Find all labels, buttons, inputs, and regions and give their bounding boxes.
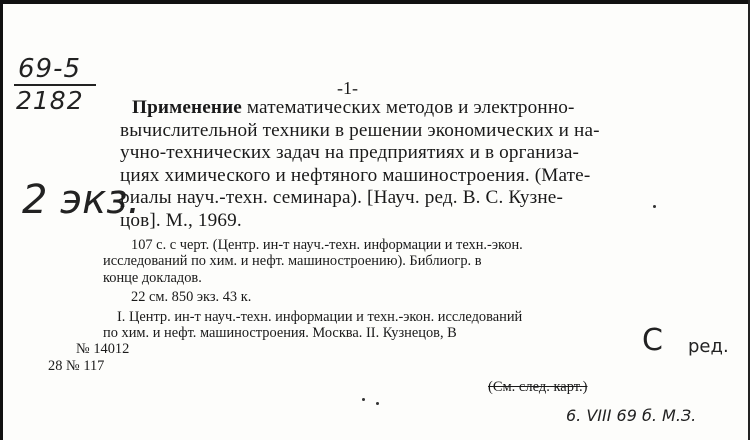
handwritten-c-mark: С [642,323,663,358]
copies-note: 2 экз. [22,177,141,223]
tracing-line-2: по хим. и нефт. машиностроения. Москва. II. Кузнецов, В [103,325,457,341]
ink-speck [376,402,379,405]
record-number-1: № 14012 [76,341,130,357]
bibliography-end-line: конце докладов. [103,270,202,286]
title-bold-word: Применение [132,97,242,118]
title-line: риалы науч.-техн. семинара). [Науч. ред. В. С. Кузне- [120,187,563,208]
pages-line: 107 с. с черт. (Центр. ин-т науч.-техн. информации и техн.-экон. [131,237,523,253]
card-top-edge [0,0,750,4]
title-block [120,97,690,232]
institute-line: исследований по хим. и нефт. машиностроению). Библиогр. в [103,253,482,269]
card-left-edge [0,0,3,440]
crossed-out-note: (См. след. карт.) [488,379,588,395]
call-number-top: 69-5 [18,54,82,84]
title-line [120,97,690,120]
record-number-2: 28 № 117 [48,358,105,374]
call-number-bottom: 2182 [16,86,84,115]
date-stamp: 6. VIII 69 б. М.З. [566,406,697,425]
title-line: учно-технических задач на предприятиях и в организа- [120,142,580,163]
handwritten-red-mark: ред. [688,336,729,357]
ink-speck [362,398,365,401]
page-number: -1- [337,78,358,98]
size-line: 22 см. 850 экз. 43 к. [131,289,252,305]
title-line: цов]. М., 1969. [120,209,242,231]
title-line: вычислительной техники в решении экономических и на- [120,119,600,141]
title-line-text: математических методов и электронно- [246,97,575,118]
ink-speck [653,205,656,208]
title-line: циях химического и нефтяного машиностроения. (Мате- [120,164,591,186]
tracing-line-1: I. Центр. ин-т науч.-техн. информации и техн.-экон. исследований [117,309,523,325]
